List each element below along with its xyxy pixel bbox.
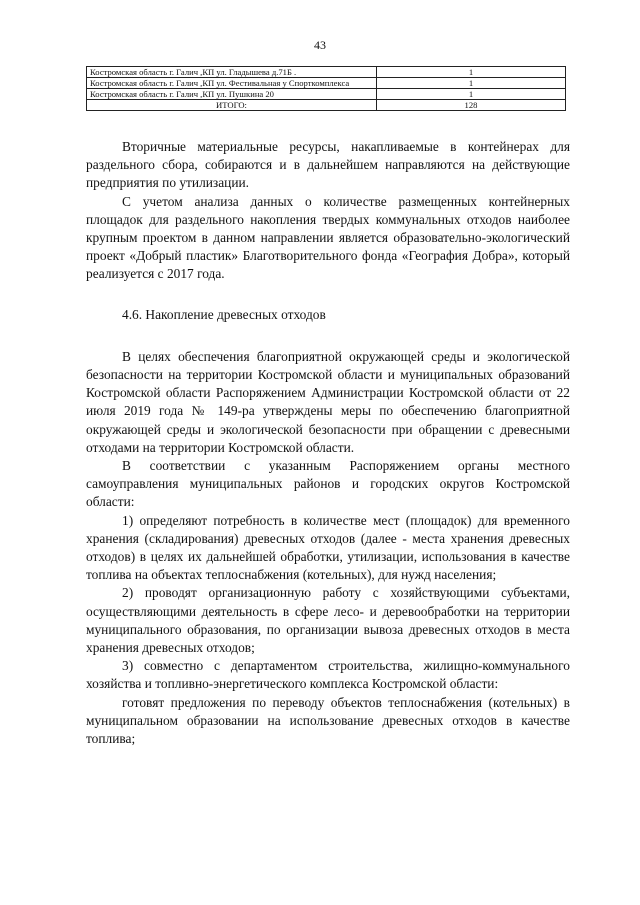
section-heading: 4.6. Накопление древесных отходов (122, 306, 326, 322)
table-total-label: ИТОГО: (87, 100, 377, 111)
paragraph: В соответствии с указанным Распоряжением органы местного самоуправления муниципальных районов и городских округов Костромской области: (86, 458, 570, 510)
table-cell-address: Костромская область г. Галич ,КП ул. Гладышева д.71Б . (87, 67, 377, 78)
container-sites-table (86, 66, 566, 111)
table-cell-address: Костромская область г. Галич ,КП ул. Фестивальная у Спорткомплекса (87, 78, 377, 89)
paragraph: готовят предложения по переводу объектов теплоснабжения (котельных) в муниципальном образовании на использование древесных отходов в качестве топлива; (86, 694, 570, 747)
table-row (87, 78, 566, 89)
list-item-paragraph: 1) определяют потребность в количестве мест (площадок) для временного хранения (складирования) древесных отходов (далее - места хранения древесных отходов) в целях их дальнейшей обработки, утилизации, использования в качестве топлива на объектах теплоснабжения (котельных), для нужд населения; (86, 512, 570, 583)
table-cell-count: 1 (377, 67, 566, 78)
list-item-paragraph: 2) проводят организационную работу с хозяйствующими субъектами, осуществляющими деятельность в сфере лесо- и деревообработки на территории муниципального образования, по организации вывоза древесных отходов в места хранения древесных отходов; (86, 585, 570, 656)
table-cell-count: 1 (377, 89, 566, 100)
paragraph: С учетом анализа данных о количестве размещенных контейнерных площадок для раздельного накопления твердых коммунальных отходов наиболее крупным проектом в данном направлении является образовательно-экологический проект «Добрый пластик» Благотворительного фонда «География Добра», который реализуется с 2017 года. (86, 193, 570, 282)
table-row (87, 89, 566, 100)
page-number: 43 (314, 38, 326, 52)
paragraph: Вторичные материальные ресурсы, накапливаемые в контейнерах для раздельного сбора, собираются и в дальнейшем направляются на действующие предприятия по утилизации. (86, 139, 570, 191)
document-body (86, 138, 570, 748)
table-cell-address: Костромская область г. Галич ,КП ул. Пушкина 20 (87, 89, 377, 100)
table-row (87, 67, 566, 78)
list-item-paragraph: 3) совместно с департаментом строительства, жилищно-коммунального хозяйства и топливно-энергетического комплекса Костромской области: (86, 658, 570, 692)
table-cell-count: 1 (377, 78, 566, 89)
table-total-row (87, 100, 566, 111)
table-total-value: 128 (377, 100, 566, 111)
paragraph: В целях обеспечения благоприятной окружающей среды и экологической безопасности на территории Костромской области и муниципальных образований Костромской области Распоряжением Администрации Костромской области от 22 июля 2019 года № 149-ра утверждены меры по обеспечению благоприятной окружающей среды и экологической безопасности при обращении с древесными отходами на территории Костромской области. (86, 348, 570, 455)
